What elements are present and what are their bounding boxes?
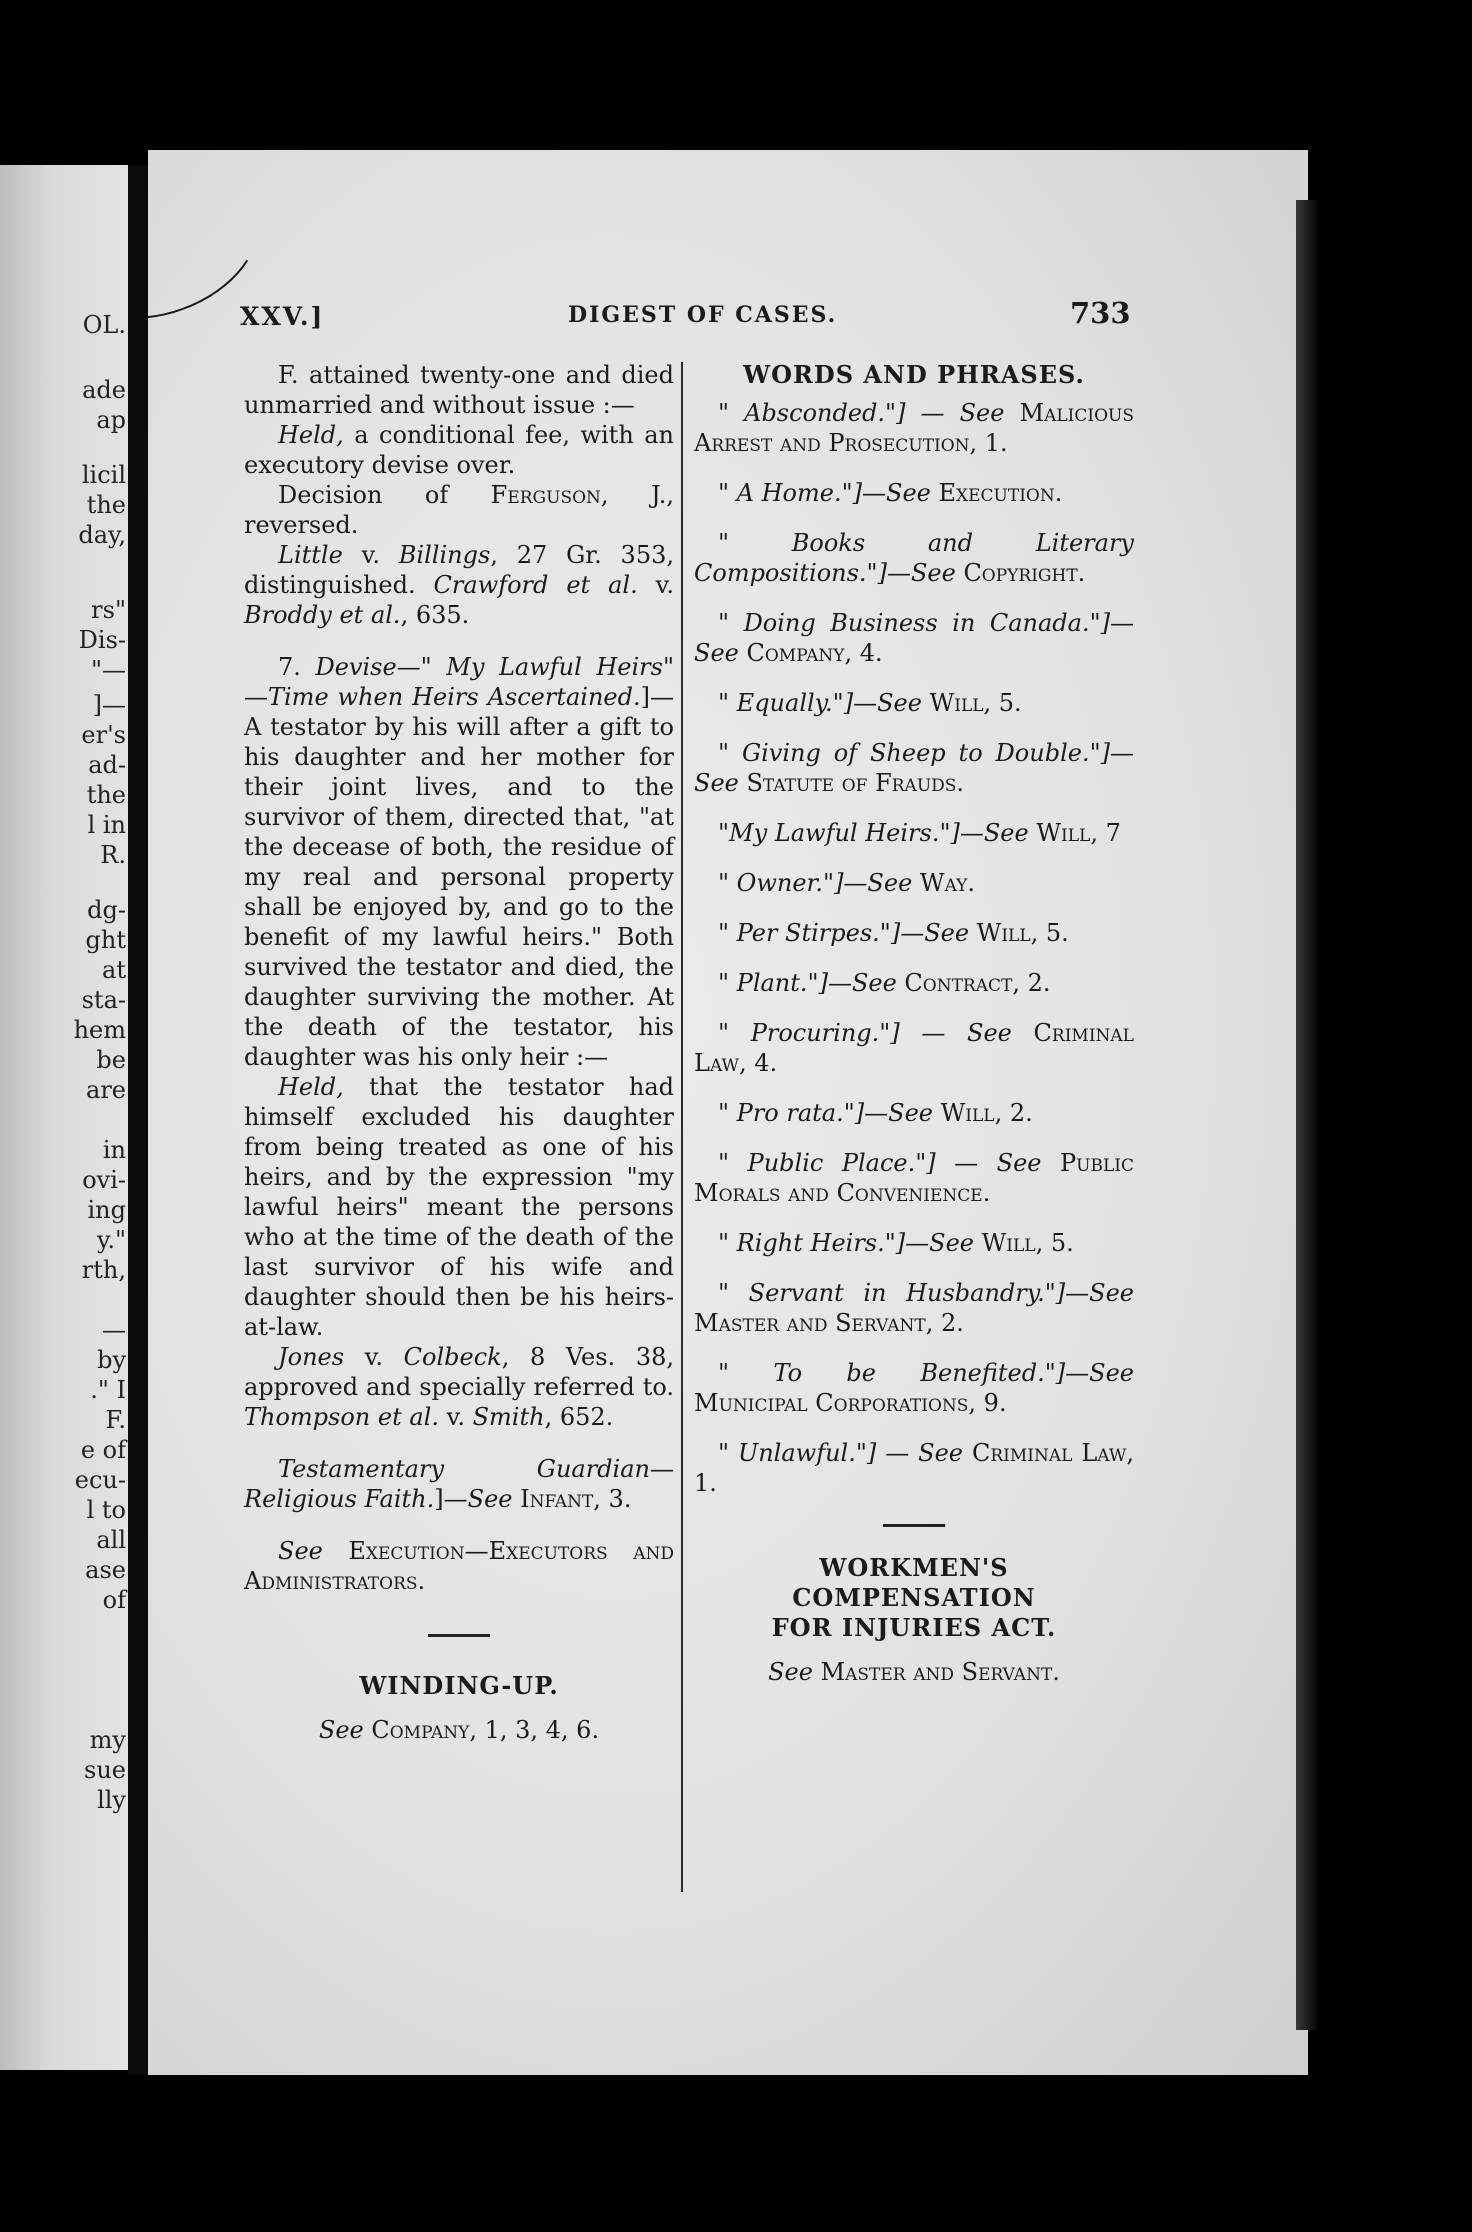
facing-page-text-fragment: lly <box>97 1786 126 1814</box>
paragraph: Little v. Billings, 27 Gr. 353, distinguished. Crawford et al. v. Broddy et al., 635. <box>244 541 674 629</box>
facing-page-text-fragment: be <box>96 1046 126 1074</box>
facing-page-text-fragment: hem <box>73 1016 126 1044</box>
running-title: DIGEST OF CASES. <box>568 302 838 328</box>
paragraph: Held, a conditional fee, with an executory devise over. <box>244 421 674 479</box>
section-heading-winding-up: WINDING-UP. <box>359 1671 559 1700</box>
running-head <box>148 296 1308 342</box>
phrase-list <box>694 398 1134 1498</box>
section-rule <box>883 1524 945 1527</box>
phrase-entry: " Doing Business in Canada."]— See Company, 4. <box>694 609 1134 667</box>
facing-page-text-fragment: F. <box>105 1406 126 1434</box>
facing-page-text-fragment: l to <box>86 1496 126 1524</box>
paragraph: F. attained twenty-one and died unmarried and without issue :— <box>244 361 674 419</box>
facing-page-text-fragment: ing <box>87 1196 126 1224</box>
facing-page-text-fragment: ase <box>85 1556 126 1584</box>
phrase-entry: " Owner."]—See Way. <box>718 869 976 897</box>
facing-page-text-fragment: "— <box>90 656 126 684</box>
cross-reference: See Execution—Executors and Administrators. <box>244 1537 674 1595</box>
facing-page-text-fragment: ecu- <box>74 1466 126 1494</box>
section-heading-workmen-line-1: WORKMEN'S COMPENSATION <box>792 1553 1036 1612</box>
column-divider <box>681 362 683 1892</box>
facing-page-text-fragment: ovi- <box>82 1166 126 1194</box>
phrase-entry: " Giving of Sheep to Double."]— See Statute of Frauds. <box>694 739 1134 797</box>
page-edge-shadow <box>1296 200 1318 2030</box>
facing-page-text-fragment: y." <box>96 1226 126 1254</box>
facing-page-text-fragment: — <box>102 1316 126 1344</box>
facing-page-text-fragment: ." I <box>90 1376 126 1404</box>
phrase-entry: " Absconded."] — See Malicious Arrest and Prosecution, 1. <box>694 399 1134 457</box>
cross-reference: See Company, 1, 3, 4, 6. <box>318 1716 600 1744</box>
facing-page-text-fragment: the <box>86 491 126 519</box>
facing-page-text-fragment: ade <box>82 376 126 404</box>
volume-reference: XXV.] <box>240 302 325 331</box>
facing-page-text-fragment: ght <box>85 926 126 954</box>
phrase-entry: " Unlawful."] — See Criminal Law, 1. <box>694 1439 1135 1497</box>
facing-page-text-fragment: OL. <box>82 311 126 339</box>
facing-page-text-fragment: in <box>102 1136 126 1164</box>
phrase-entry: " Servant in Husbandry."]—See Master and Servant, 2. <box>694 1279 1134 1337</box>
facing-page-fragment <box>0 165 130 2070</box>
facing-page-text-fragment: ap <box>96 406 126 434</box>
paragraph: Decision of Ferguson, J., reversed. <box>244 481 674 539</box>
facing-page-text-fragment: sue <box>84 1756 126 1784</box>
case-entry-7: 7. Devise—" My Lawful Heirs" —Time when Heirs Ascertained.]— A testator by his will after a gift to his daughter and her mother for their joint lives, and to the survivor of them, directed that, "at the decease of both, the residue of my real and personal property shall be enjoyed by, and go to the benefit of my lawful heirs." Both survived the testator and died, the daughter surviving the mother. At the death of the testator, his daughter was his only heir :— <box>244 653 674 1071</box>
facing-page-text-fragment: by <box>97 1346 126 1374</box>
phrase-entry: " Equally."]—See Will, 5. <box>718 689 1022 717</box>
section-rule <box>428 1634 490 1637</box>
phrase-entry: " A Home."]—See Execution. <box>718 479 1063 507</box>
facing-page-text-fragment: all <box>96 1526 126 1554</box>
section-heading-words-and-phrases: WORDS AND PHRASES. <box>743 360 1085 389</box>
left-column <box>244 360 674 1745</box>
paragraph: Held, that the testator had himself excluded his daughter from being treated as one of his heirs, and by the expression "my lawful heirs" meant the persons who at the time of the death of the last survivor of his wife and daughter should then be his heirs-at-law. <box>244 1073 674 1341</box>
page-gutter <box>128 165 148 2075</box>
facing-page-text-fragment: Dis- <box>78 626 126 654</box>
facing-page-text-fragment: day, <box>78 521 126 549</box>
section-heading-workmen-line-2: FOR INJURIES ACT. <box>771 1613 1057 1642</box>
facing-page-text-fragment: ]— <box>92 691 126 719</box>
facing-page-text-fragment: licil <box>81 461 126 489</box>
facing-page-text-fragment: e of <box>80 1436 126 1464</box>
phrase-entry: " Pro rata."]—See Will, 2. <box>718 1099 1033 1127</box>
facing-page-text-fragment: ad- <box>88 751 126 779</box>
facing-page-text-fragment: R. <box>100 841 126 869</box>
phrase-entry: " Plant."]—See Contract, 2. <box>718 969 1051 997</box>
paragraph: Jones v. Colbeck, 8 Ves. 38, approved and specially referred to. Thompson et al. v. Smith, 652. <box>244 1343 674 1431</box>
facing-page-text-fragment: dg- <box>87 896 126 924</box>
phrase-entry: "My Lawful Heirs."]—See Will, 7 <box>718 819 1121 847</box>
phrase-entry: " Books and Literary Compositions."]—See Copyright. <box>694 529 1134 587</box>
cross-reference: Testamentary Guardian—Religious Faith.]—See Infant, 3. <box>244 1455 674 1513</box>
phrase-entry: " To be Benefited."]—See Municipal Corporations, 9. <box>694 1359 1134 1417</box>
facing-page-text-fragment: at <box>102 956 126 984</box>
document-page <box>148 150 1308 2075</box>
phrase-entry: " Right Heirs."]—See Will, 5. <box>718 1229 1074 1257</box>
facing-page-text-fragment: are <box>86 1076 126 1104</box>
facing-page-text-fragment: of <box>102 1586 126 1614</box>
cross-reference: See Master and Servant. <box>768 1658 1060 1686</box>
facing-page-text-fragment: sta- <box>81 986 126 1014</box>
facing-page-text-fragment: rth, <box>81 1256 126 1284</box>
phrase-entry: " Procuring."] — See Criminal Law, 4. <box>694 1019 1134 1077</box>
right-column <box>694 360 1134 1687</box>
facing-page-text-fragment: my <box>89 1726 126 1754</box>
phrase-entry: " Public Place."] — See Public Morals and Convenience. <box>694 1149 1134 1207</box>
facing-page-text-fragment: er's <box>81 721 126 749</box>
facing-page-text-fragment: rs" <box>91 596 126 624</box>
page-number: 733 <box>1070 296 1131 330</box>
phrase-entry: " Per Stirpes."]—See Will, 5. <box>718 919 1069 947</box>
facing-page-text-fragment: the <box>86 781 126 809</box>
facing-page-text-fragment: l in <box>87 811 126 839</box>
